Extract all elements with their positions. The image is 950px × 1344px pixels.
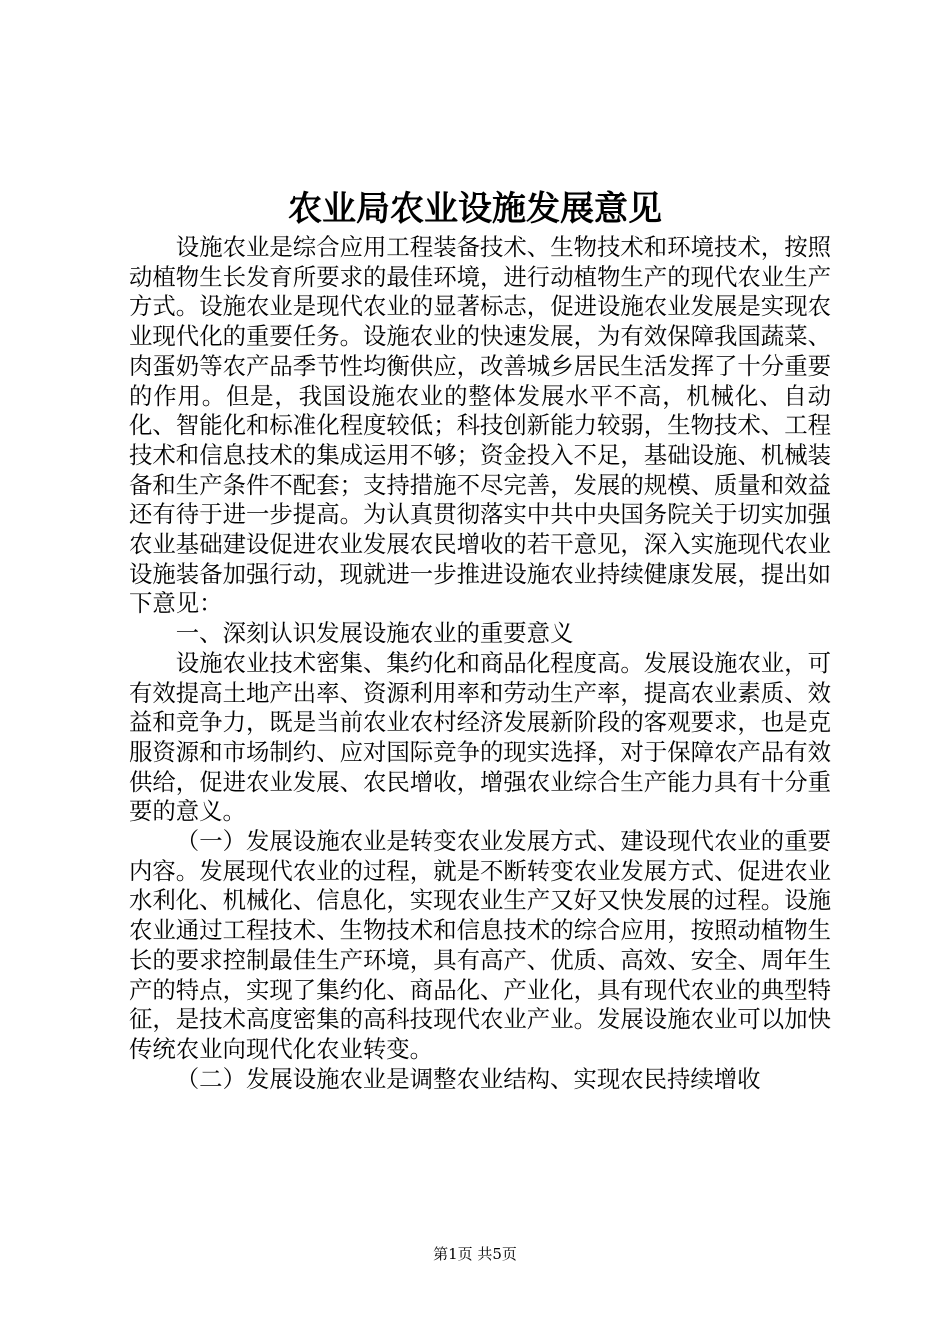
- paragraph-point-1: （一）发展设施农业是转变农业发展方式、建设现代农业的重要内容。发展现代农业的过程，就是不断转变农业发展方式、促进农业水利化、机械化、信息化，实现农业生产又好又快发展的过程。设施农业通过工程技术、生物技术和信息技术的综合应用，按照动植物生长的要求控制最佳生产环境，具有高产、优质、高效、安全、周年生产的特点，实现了集约化、商品化、产业化，具有现代农业的典型特征，是技术高度密集的高科技现代农业产业。发展设施农业可以加快传统农业向现代化农业转变。: [129, 827, 831, 1063]
- section-heading-1: 一、深刻认识发展设施农业的重要意义: [175, 619, 574, 648]
- page-footer: 第1页 共5页: [433, 1245, 517, 1263]
- paragraph-point-2: （二）发展设施农业是调整农业结构、实现农民持续增收: [175, 1064, 761, 1093]
- document-title: 农业局农业设施发展意见: [288, 189, 662, 229]
- paragraph-intro: 设施农业是综合应用工程装备技术、生物技术和环境技术，按照动植物生长发育所要求的最佳环境，进行动植物生产的现代农业生产方式。设施农业是现代农业的显著标志，促进设施农业发展是实现农业现代化的重要任务。设施农业的快速发展，为有效保障我国蔬菜、肉蛋奶等农产品季节性均衡供应，改善城乡居民生活发挥了十分重要的作用。但是，我国设施农业的整体发展水平不高，机械化、自动化、智能化和标准化程度较低；科技创新能力较弱，生物技术、工程技术和信息技术的集成运用不够；资金投入不足，基础设施、机械装备和生产条件不配套；支持措施不尽完善，发展的规模、质量和效益还有待于进一步提高。为认真贯彻落实中共中央国务院关于切实加强农业基础建设促进农业发展农民增收的若干意见，深入实施现代农业设施装备加强行动，现就进一步推进设施农业持续健康发展，提出如下意见：: [129, 233, 831, 618]
- document-body: [129, 233, 831, 1094]
- paragraph-significance: 设施农业技术密集、集约化和商品化程度高。发展设施农业，可有效提高土地产出率、资源利用率和劳动生产率，提高农业素质、效益和竞争力，既是当前农业农村经济发展新阶段的客观要求，也是克服资源和市场制约、应对国际竞争的现实选择，对于保障农产品有效供给，促进农业发展、农民增收，增强农业综合生产能力具有十分重要的意义。: [129, 648, 831, 826]
